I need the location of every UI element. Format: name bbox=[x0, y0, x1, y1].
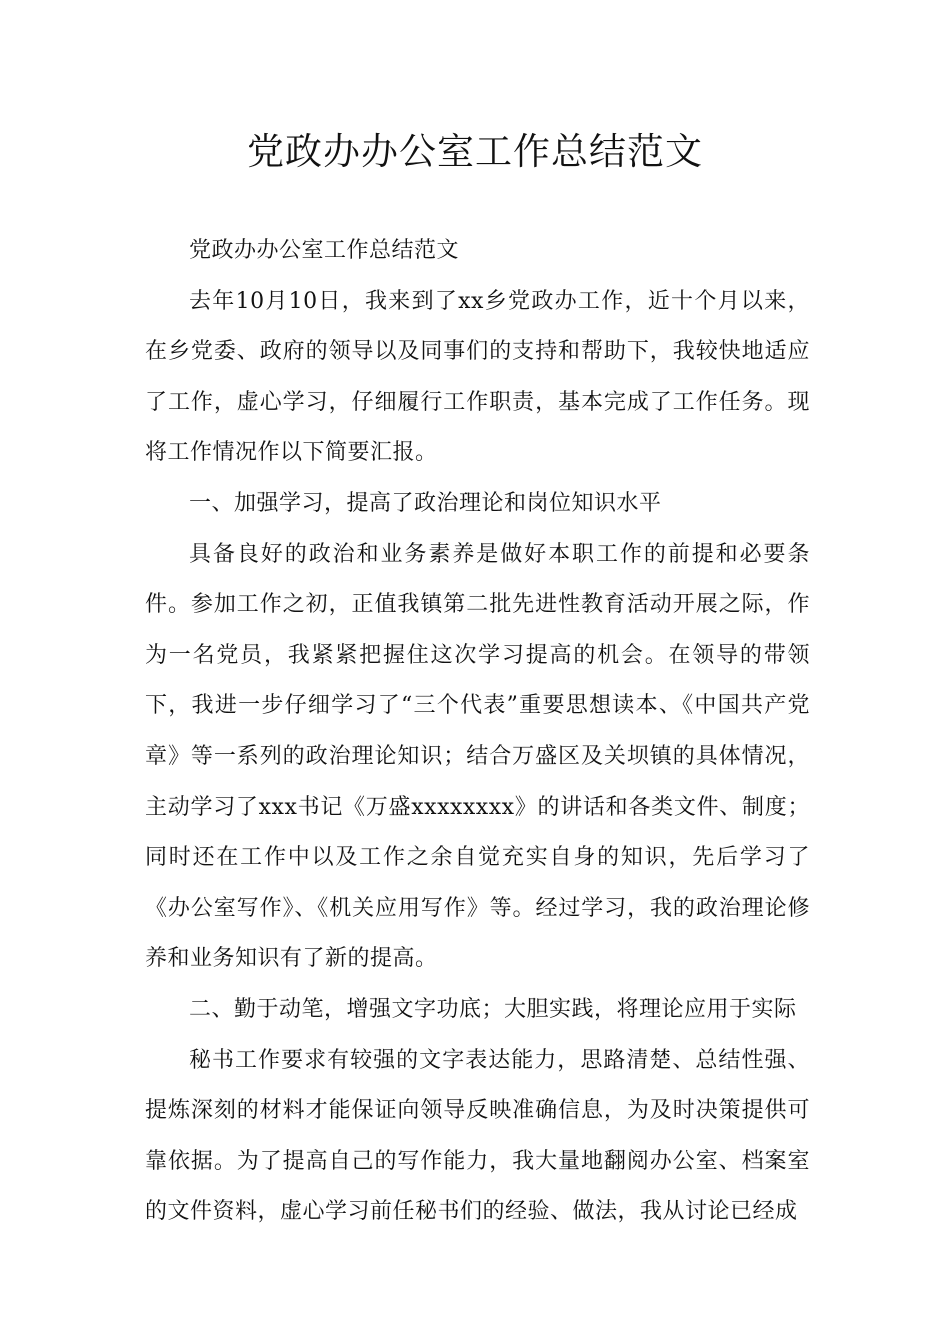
paragraph-section-1: 具备良好的政治和业务素养是做好本职工作的前提和必要条件。参加工作之初，正值我镇第二批先进性教育活动开展之际，作为一名党员，我紧紧把握住这次学习提高的机会。在领导的带领下，我进一步仔细学习了“三个代表”重要思想读本、《中国共产党章》等一系列的政治理论知识；结合万盛区及关坝镇的具体情况，主动学习了xxx书记《万盛xxxxxxxx》的讲话和各类文件、制度；同时还在工作中以及工作之余自觉充实自身的知识，先后学习了《办公室写作》、《机关应用写作》等。经过学习，我的政治理论修养和业务知识有了新的提高。 bbox=[145, 541, 810, 972]
document-body bbox=[145, 226, 810, 1238]
section-heading-1: 一、加强学习，提高了政治理论和岗位知识水平 bbox=[189, 490, 662, 516]
section-heading-2: 二、勤于动笔，增强文字功底；大胆实践，将理论应用于实际 bbox=[189, 996, 797, 1022]
document-title: 党政办办公室工作总结范文 bbox=[247, 130, 703, 173]
paragraph-section-2: 秘书工作要求有较强的文字表达能力，思路清楚、总结性强、提炼深刻的材料才能保证向领导反映准确信息，为及时决策提供可靠依据。为了提高自己的写作能力，我大量地翻阅办公室、档案室的文件资料，虚心学习前任秘书们的经验、做法，我从讨论已经成 bbox=[145, 1047, 810, 1225]
paragraph-subtitle: 党政办办公室工作总结范文 bbox=[189, 238, 460, 263]
paragraph-intro: 去年10月10日，我来到了xx乡党政办工作，近十个月以来，在乡党委、政府的领导以及同事们的支持和帮助下，我较快地适应了工作，虚心学习，仔细履行工作职责，基本完成了工作任务。现将工作情况作以下简要汇报。 bbox=[145, 288, 810, 466]
